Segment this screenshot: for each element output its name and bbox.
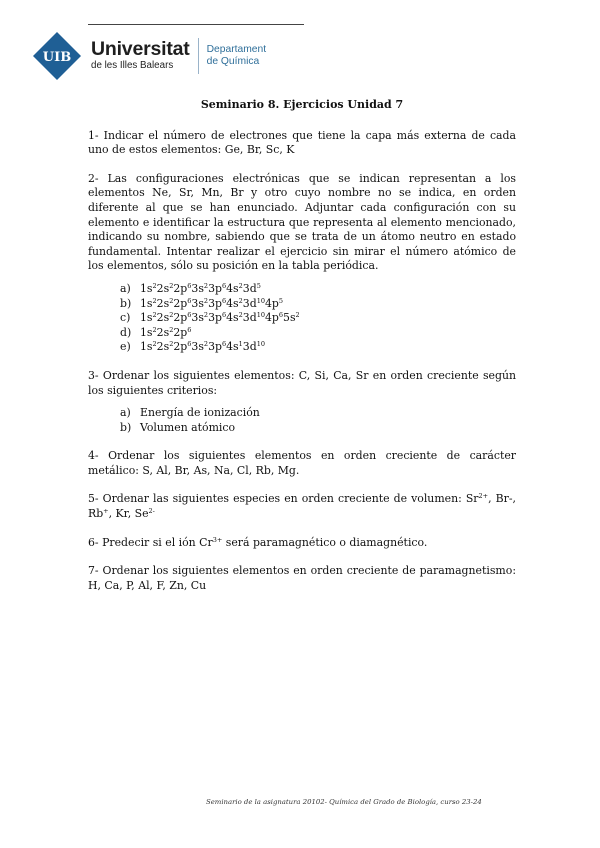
orbital: 4s [226, 281, 239, 295]
criterion-option [120, 421, 516, 436]
orbital: 1s [140, 281, 153, 295]
department-line-1: Departament [206, 44, 267, 55]
electron-count: 2 [152, 281, 157, 290]
university-name: Universitat [91, 37, 190, 60]
question-2: 2- Las configuraciones electrónicas que se indican representan a los elementos Ne, Sr, Mn, Br y otro cuyo nombre no se indica, en orden diferente al que se han enunciado. Adjuntar cada configuración con su elemento e identificar la estructura que representa al elemento mencionado, indicando su nombre, sabiendo que se trata de un átomo neutro en estado fundamental. Intentar realizar el ejercicio sin mirar el número atómico de los elementos, sólo su posición en la tabla periódica. [88, 171, 516, 273]
option-label: a) [120, 406, 131, 420]
orbital: 3d [242, 311, 257, 325]
orbital: 4s [226, 340, 239, 354]
criterion-text: Energía de ionización [140, 406, 260, 420]
electron-count: 1 [238, 340, 243, 349]
config-option [120, 340, 516, 355]
question-6-charge: 3+ [212, 535, 223, 544]
orbital: 1s [140, 340, 153, 354]
orbital: 3d [242, 281, 257, 295]
electron-count: 6 [221, 340, 227, 349]
ion-charge: + [103, 507, 109, 516]
ion-charge: 2+ [478, 492, 489, 501]
option-label: b) [120, 420, 132, 434]
question-4: 4- Ordenar los siguientes elementos en orden creciente de carácter metálico: S, Al, Br, As, Na, Cl, Rb, Mg. [88, 449, 516, 477]
orbital: 2s [156, 281, 170, 295]
electron-count: 2 [152, 340, 157, 349]
university-name-block [91, 39, 190, 72]
orbital: 1s [140, 296, 153, 310]
question-6-suffix: será paramagnético o diamagnético. [222, 535, 428, 549]
electron-config [140, 311, 300, 326]
electron-count: 6 [187, 311, 192, 320]
orbital: 3p [208, 281, 222, 295]
electron-count: 2 [203, 340, 209, 349]
ion-charge: 2- [148, 507, 155, 516]
question-7: 7- Ordenar los siguientes elementos en orden creciente de paramagnetismo: H, Ca, P, Al, F, Zn, Cu [88, 564, 516, 592]
electron-count: 6 [187, 325, 192, 334]
electron-count: 2 [169, 311, 174, 320]
orbital: 3s [191, 311, 204, 325]
electron-config [140, 326, 191, 341]
orbital: 4s [226, 296, 239, 310]
species: , Br [488, 492, 509, 506]
orbital: 1s [140, 311, 153, 325]
question-5-text: 5- Ordenar las siguientes especies en orden creciente de volumen: [88, 492, 466, 506]
question-2-options [88, 282, 516, 355]
orbital: 2p [173, 281, 188, 295]
page-footer: Seminario de la asignatura 20102- Química del Grado de Biología, curso 23-24 [206, 798, 482, 806]
criterion-text: Volumen atómico [140, 420, 236, 434]
question-3-options [88, 406, 516, 435]
orbital: 3p [208, 296, 222, 310]
option-label: c) [120, 311, 131, 325]
orbital: 3s [191, 296, 204, 310]
orbital: 5s [283, 311, 296, 325]
electron-count: 5 [256, 281, 261, 290]
uib-badge-text: UIB [42, 50, 72, 65]
option-label: a) [120, 281, 131, 295]
orbital: 2p [173, 296, 188, 310]
orbital: 3d [242, 340, 257, 354]
orbital: 3s [191, 281, 204, 295]
electron-count: 2 [152, 311, 157, 320]
config-option [120, 311, 516, 326]
criterion-option [120, 406, 516, 421]
orbital: 4p [264, 296, 279, 310]
orbital: 4p [264, 311, 279, 325]
electron-config [140, 340, 265, 355]
config-option [120, 282, 516, 297]
page-title: Seminario 8. Ejercicios Unidad 7 [200, 98, 404, 111]
electron-count: 2 [169, 296, 174, 305]
electron-count: 2 [238, 311, 243, 320]
orbital: 1s [140, 325, 153, 339]
electron-count: 10 [256, 311, 265, 320]
orbital: 2p [173, 340, 188, 354]
option-label: b) [120, 296, 132, 310]
orbital: 2s [156, 311, 170, 325]
question-6-text: 6- Predecir si el ión Cr [88, 535, 213, 549]
orbital: 2p [173, 311, 188, 325]
electron-count: 2 [169, 325, 174, 334]
electron-count: 5 [278, 296, 284, 305]
electron-config [140, 297, 283, 312]
electron-count: 6 [187, 296, 192, 305]
electron-count: 2 [152, 296, 157, 305]
electron-count: 2 [295, 311, 300, 320]
question-6 [88, 536, 516, 551]
electron-count: 6 [221, 281, 227, 290]
electron-count: 2 [238, 281, 243, 290]
logo-separator [198, 38, 199, 74]
option-label: d) [120, 325, 132, 339]
orbital: 3d [242, 296, 257, 310]
species: Se [134, 507, 149, 521]
electron-count: 2 [169, 340, 174, 349]
config-option [120, 326, 516, 341]
electron-count: 6 [187, 281, 192, 290]
electron-count: 6 [187, 340, 192, 349]
electron-count: 2 [152, 325, 157, 334]
electron-count: 6 [221, 311, 227, 320]
orbital: 2s [156, 325, 170, 339]
species: Sr [465, 492, 479, 506]
header-rule [88, 24, 304, 25]
university-logo [32, 31, 266, 81]
uib-badge-icon [32, 31, 82, 81]
species: , Kr, [108, 507, 135, 521]
question-3: 3- Ordenar los siguientes elementos: C, Si, Ca, Sr en orden creciente según los siguientes criterios: [88, 368, 516, 397]
species: - [508, 492, 513, 506]
question-5 [88, 492, 516, 521]
orbital: 3p [208, 340, 222, 354]
department-line-2: de Química [206, 56, 260, 67]
document-body [88, 98, 516, 593]
university-subtitle: de les Illes Balears [91, 59, 174, 71]
orbital: 4s [226, 311, 239, 325]
option-label: e) [120, 340, 131, 354]
electron-count: 2 [203, 296, 209, 305]
orbital: 2s [156, 340, 170, 354]
question-1: 1- Indicar el número de electrones que tiene la capa más externa de cada uno de estos elementos: Ge, Br, Sc, K [88, 128, 516, 157]
electron-count: 2 [203, 311, 209, 320]
electron-count: 2 [169, 281, 174, 290]
electron-count: 10 [256, 296, 265, 305]
orbital: 3s [191, 340, 204, 354]
orbital: 2s [156, 296, 170, 310]
electron-count: 6 [221, 296, 227, 305]
electron-count: 2 [203, 281, 209, 290]
department-name [207, 44, 267, 68]
electron-count: 2 [238, 296, 243, 305]
config-option [120, 297, 516, 312]
species: , Rb [88, 492, 516, 521]
orbital: 3p [208, 311, 222, 325]
electron-config [140, 282, 261, 297]
electron-count: 6 [278, 311, 284, 320]
orbital: 2p [173, 325, 188, 339]
electron-count: 10 [256, 340, 265, 349]
